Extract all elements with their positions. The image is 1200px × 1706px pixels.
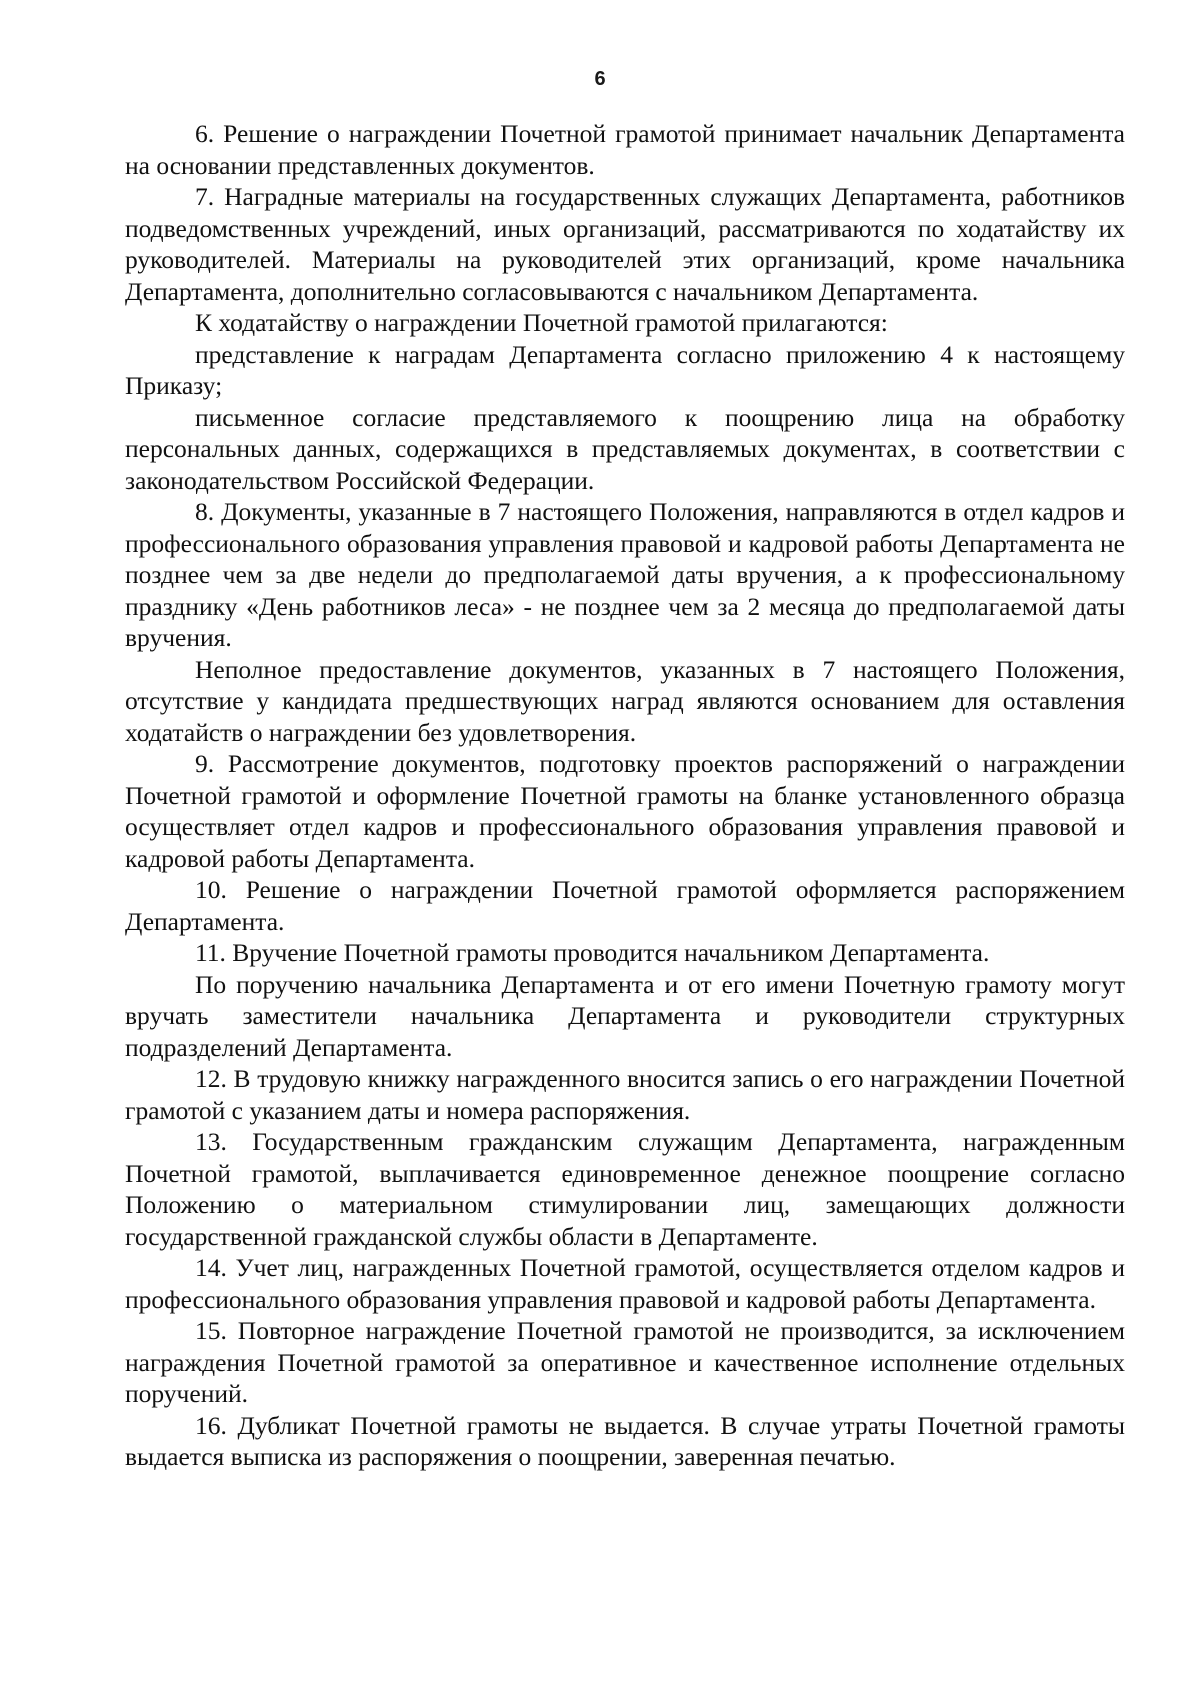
paragraph-11: 11. Вручение Почетной грамоты проводится начальником Департамента. (195, 938, 990, 967)
paragraph-attachment-nomination: представление к наградам Департамента согласно приложению 4 к настоящему Приказу; (125, 339, 1125, 400)
paragraph-8: 8. Документы, указанные в 7 настоящего Положения, направляются в отдел кадров и профессионального образования управления правовой и кадровой работы Департамента не позднее чем за две недели до предполагаемой даты вручения, а к профессиональному празднику «День работников леса» - не позднее чем за 2 месяца до предполагаемой даты вручения. (125, 497, 1125, 652)
paragraph-10: 10. Решение о награждении Почетной грамотой оформляется распоряжением Департамента. (125, 875, 1125, 936)
paragraph-15: 15. Повторное награждение Почетной грамотой не производится, за исключением награждения Почетной грамотой за оперативное и качественное исполнение отдельных поручений. (125, 1316, 1125, 1408)
paragraph-12: 12. В трудовую книжку награжденного вносится запись о его награждении Почетной грамотой с указанием даты и номера распоряжения. (125, 1064, 1125, 1125)
paragraph-delegation: По поручению начальника Департамента и от его имени Почетную грамоту могут вручать заместители начальника Департамента и руководители структурных подразделений Департамента. (125, 969, 1125, 1062)
paragraph-incomplete-documents: Неполное предоставление документов, указанных в 7 настоящего Положения, отсутствие у кандидата предшествующих наград являются основанием для оставления ходатайств о награждении без удовлетворения. (125, 654, 1125, 747)
paragraph-6: 6. Решение о награждении Почетной грамотой принимает начальник Департамента на основании представленных документов. (125, 119, 1125, 180)
page-number: 6 (594, 68, 606, 90)
paragraph-attachment-consent: письменное согласие представляемого к поощрению лица на обработку персональных данных, содержащихся в представляемых документах, в соответствии с законодательством Российской Федерации. (125, 402, 1125, 495)
paragraph-16: 16. Дубликат Почетной грамоты не выдается. В случае утраты Почетной грамоты выдается выписка из распоряжения о поощрении, заверенная печатью. (125, 1410, 1125, 1471)
paragraph-14: 14. Учет лиц, награжденных Почетной грамотой, осуществляется отделом кадров и профессионального образования управления правовой и кадровой работы Департамента. (125, 1253, 1125, 1314)
document-body (125, 118, 1125, 1473)
paragraph-7: 7. Наградные материалы на государственных служащих Департамента, работников подведомственных учреждений, иных организаций, рассматриваются по ходатайству их руководителей. Материалы на руководителей этих организаций, кроме начальника Департамента, дополнительно согласовываются с начальником Департамента. (125, 182, 1125, 306)
paragraph-attachments-intro: К ходатайству о награждении Почетной грамотой прилагаются: (195, 308, 888, 337)
paragraph-9: 9. Рассмотрение документов, подготовку проектов распоряжений о награждении Почетной грамотой и оформление Почетной грамоты на бланке установленного образца осуществляет отдел кадров и профессионального образования управления правовой и кадровой работы Департамента. (125, 749, 1125, 873)
paragraph-13: 13. Государственным гражданским служащим Департамента, награжденным Почетной грамотой, выплачивается единовременное денежное поощрение согласно Положению о материальном стимулировании лиц, замещающих должности государственной гражданской службы области в Департаменте. (125, 1127, 1125, 1251)
